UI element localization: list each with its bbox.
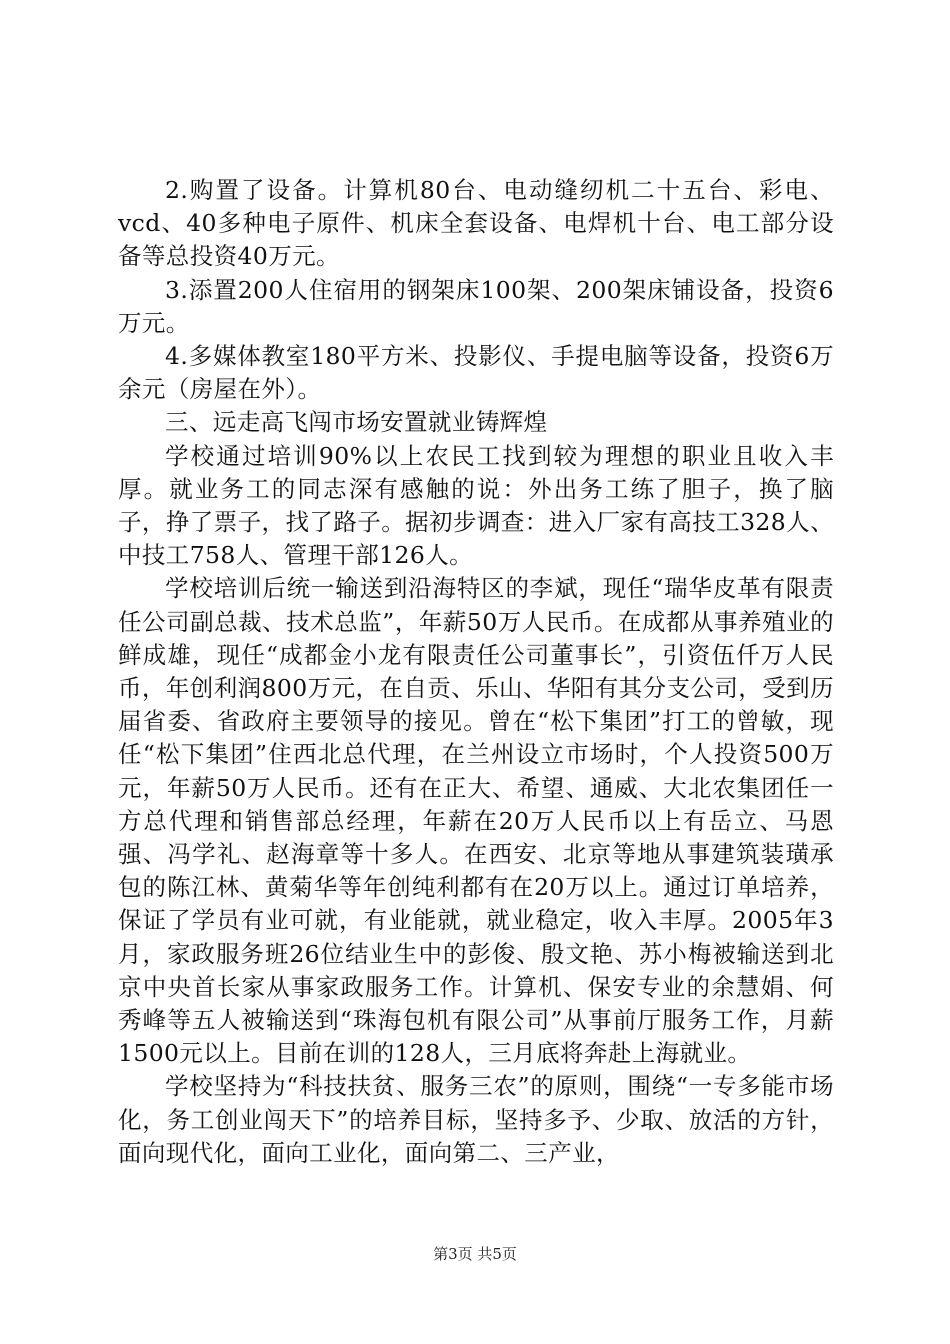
paragraph-employment-results: 学校通过培训90%以上农民工找到较为理想的职业且收入丰厚。就业务工的同志深有感触的说：外出务工练了胆子，换了脑子，挣了票子，找了路子。据初步调查：进入厂家有高技工328人、中技工758人、管理干部126人。 [118,441,834,570]
paragraph-multimedia-classroom: 4.多媒体教室180平方米、投影仪、手提电脑等设备，投资6万余元（房屋在外）。 [118,342,834,404]
paragraph-school-principles: 学校坚持为“科技扶贫、服务三农”的原则，围绕“一专多能市场化，务工创业闯天下”的培养目标，坚持多予、少取、放活的方针，面向现代化，面向工业化，面向第二、三产业， [118,1072,834,1167]
page-number-label: 第3页 共5页 [433,1245,517,1263]
document-body [118,174,834,1170]
page-footer [0,1244,950,1264]
paragraph-equipment-purchase: 2.购置了设备。计算机80台、电动缝纫机二十五台、彩电、vcd、40多种电子原件、机床全套设备、电焊机十台、电工部分设备等总投资40万元。 [118,176,834,271]
paragraph-success-stories: 学校培训后统一输送到沿海特区的李斌，现任“瑞华皮革有限责任公司副总裁、技术总监”，年薪50万人民币。在成都从事养殖业的鲜成雄，现任“成都金小龙有限责任公司董事长”，引资伍仟万人民币，年创利润800万元，在自贡、乐山、华阳有其分支公司，受到历届省委、省政府主要领导的接见。曾在“松下集团”打工的曾敏，现任“松下集团”住西北总代理，在兰州设立市场时，个人投资500万元，年薪50万人民币。还有在正大、希望、通威、大北农集团任一方总代理和销售部总经理，年薪在20万人民币以上有岳立、马恩强、冯学礼、赵海章等十多人。在西安、北京等地从事建筑装璜承包的陈江林、黄菊华等年创纯利都有在20万以上。通过订单培养，保证了学员有业可就，有业能就，就业稳定，收入丰厚。2005年3月，家政服务班26位结业生中的彭俊、殷文艳、苏小梅被输送到北京中央首长家从事家政服务工作。计算机、保安专业的余慧娟、何秀峰等五人被输送到“珠海包机有限公司”从事前厅服务工作，月薪1500元以上。目前在训的128人，三月底将奔赴上海就业。 [118,574,834,1068]
section-heading: 三、远走高飞闯市场安置就业铸辉煌 [165,408,548,437]
paragraph-dormitory-beds: 3.添置200人住宿用的钢架床100架、200架床铺设备，投资6万元。 [118,275,834,337]
